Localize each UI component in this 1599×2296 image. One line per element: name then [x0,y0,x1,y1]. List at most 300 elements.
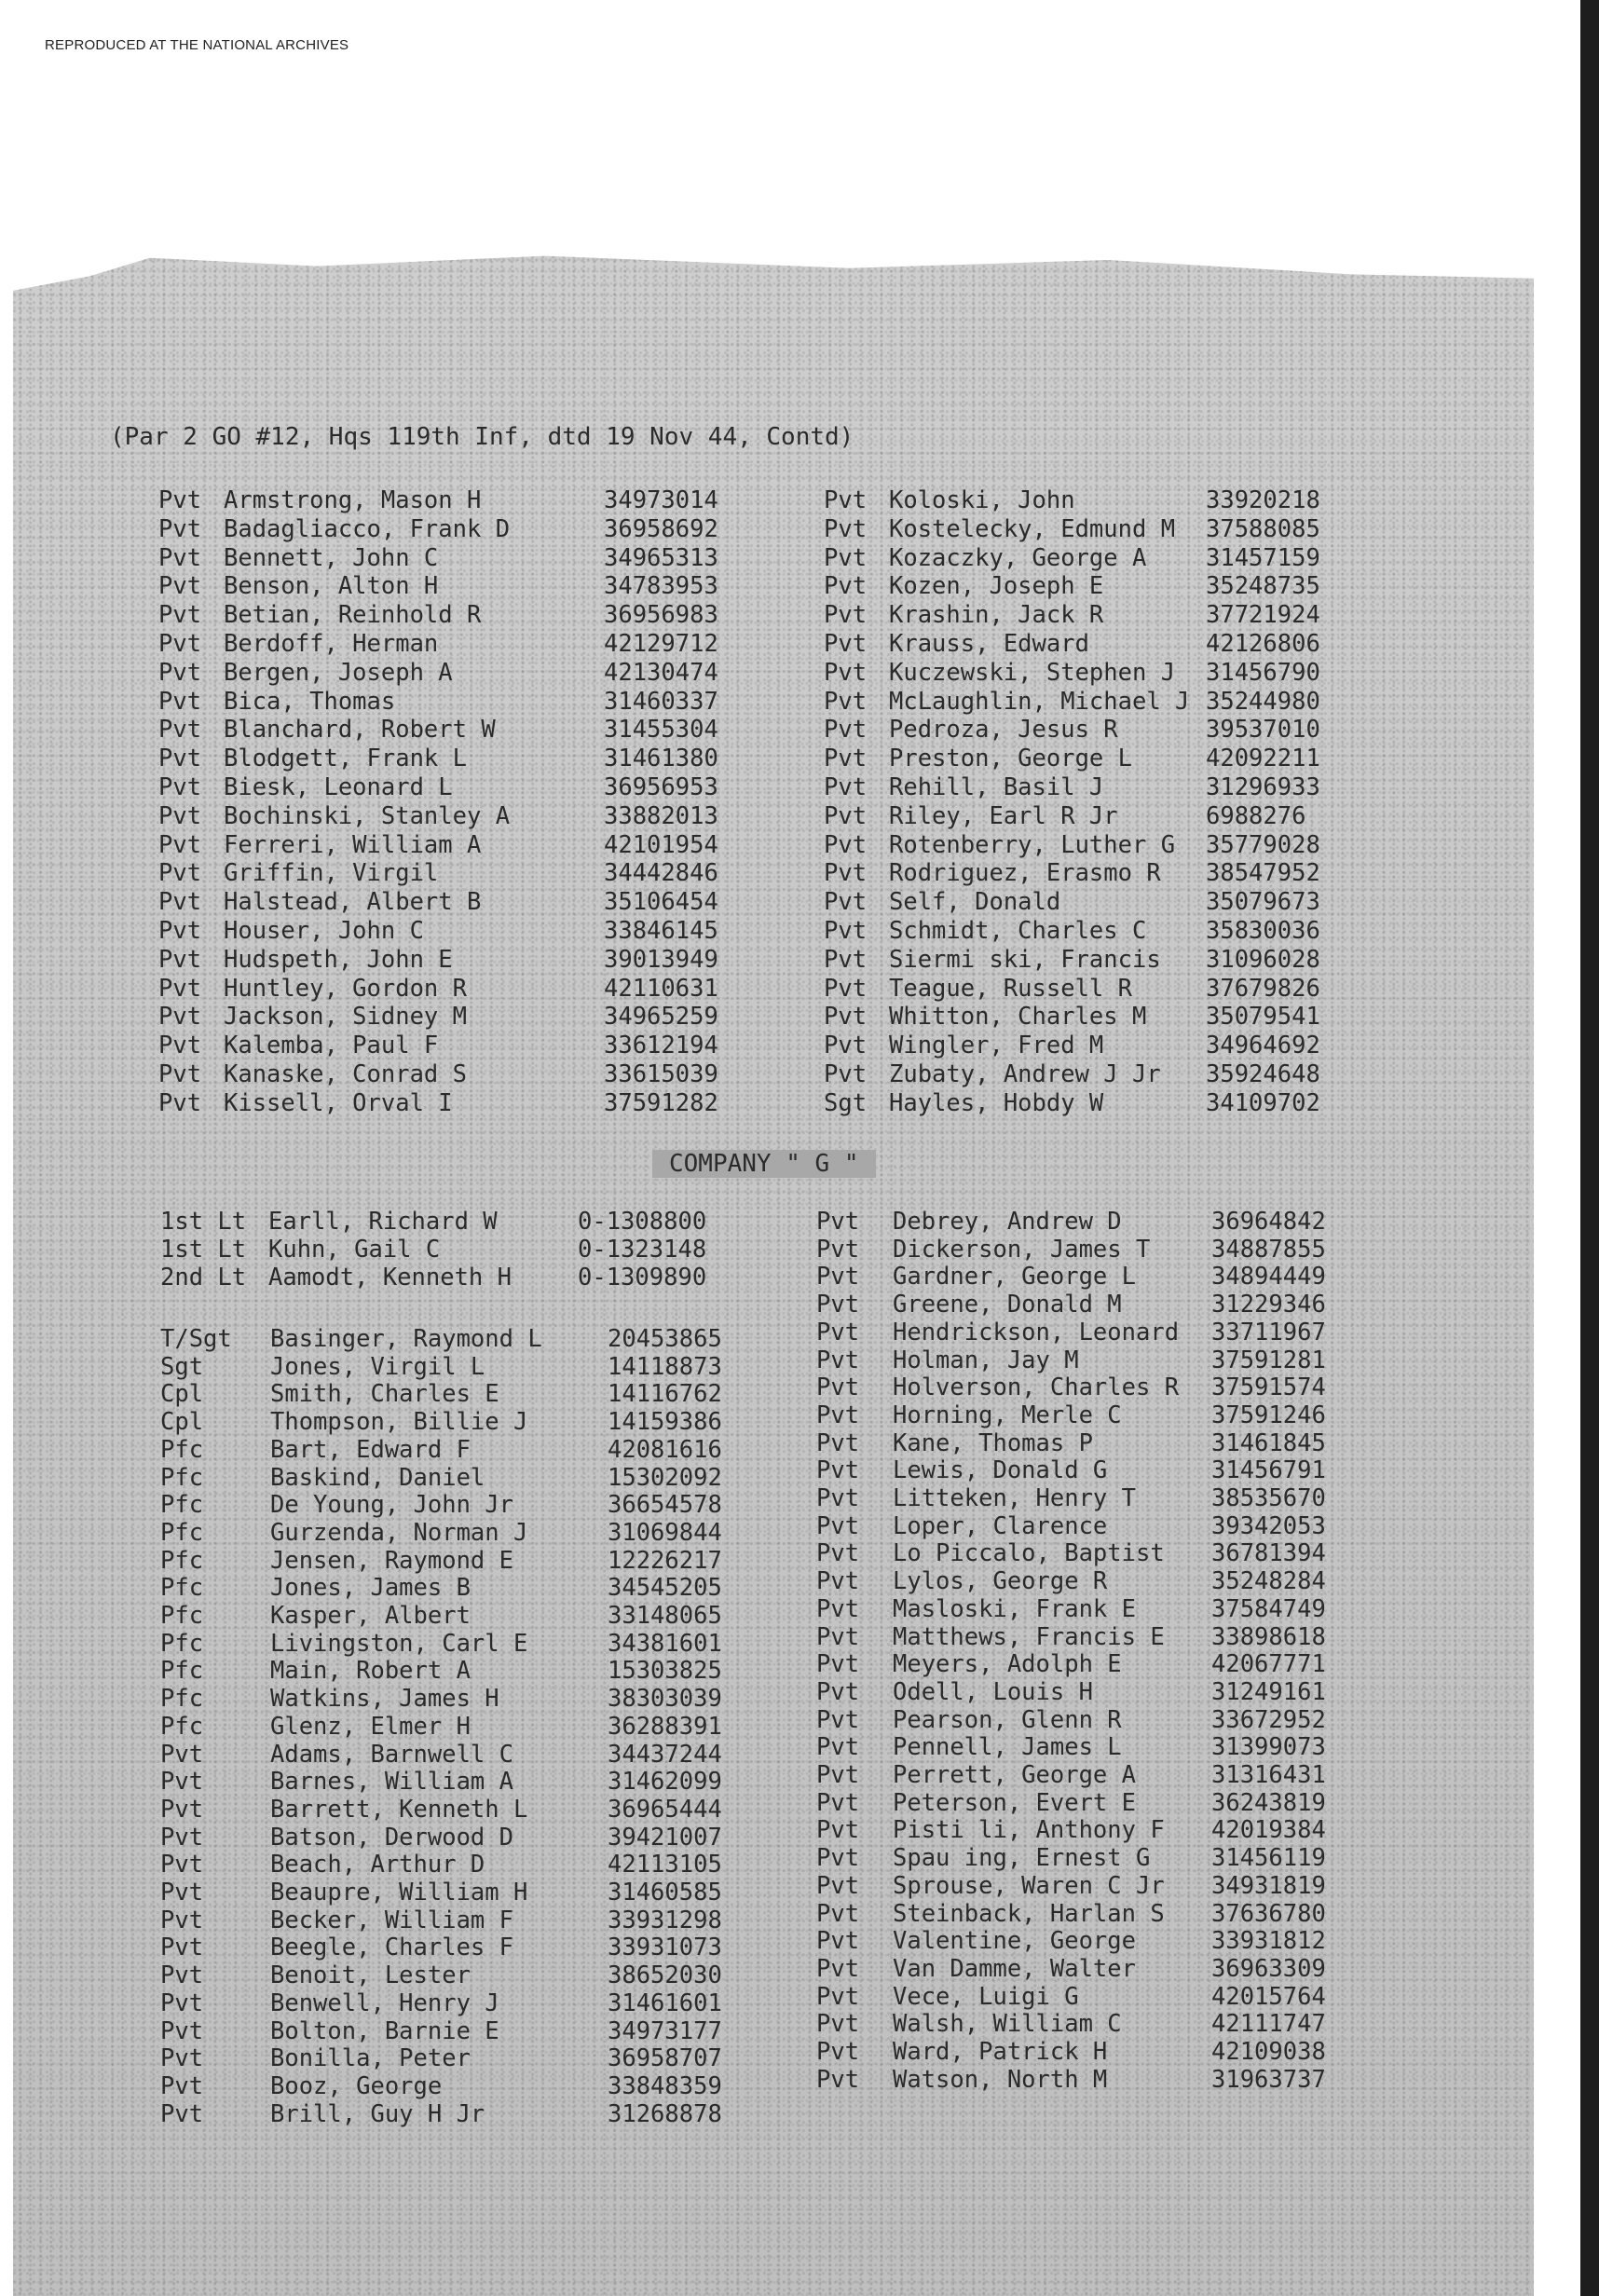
soldier-name: Kuczewski, Stephen J [889,658,1176,687]
serial-number: 34783953 [604,572,718,601]
serial-number: 31229346 [1211,1291,1326,1319]
serial-number: 35779028 [1206,830,1320,859]
rank-text: Pvt [816,1456,860,1485]
serial-number: 31457159 [1206,543,1320,572]
rank-text: Pvt [824,486,868,514]
section2-right-column [816,1208,1347,2139]
archives-stamp: REPRODUCED AT THE NATIONAL ARCHIVES [45,37,349,53]
soldier-name: Blodgett, Frank L [224,745,467,773]
serial-number: 34887855 [1211,1235,1326,1264]
serial-number: 42015764 [1211,1982,1326,2011]
soldier-name: Lylos, George R [893,1567,1108,1596]
soldier-name: Pedroza, Jesus R [889,716,1118,745]
serial-number: 42113105 [608,1851,722,1879]
rank-text: Pvt [816,1954,860,1983]
rank-text: Pvt [160,1906,204,1934]
serial-number: 20453865 [608,1325,722,1353]
soldier-name: Krashin, Jack R [889,601,1104,630]
order-header: (Par 2 GO #12, Hqs 119th Inf, dtd 19 Nov 44, Contd) [110,423,854,451]
soldier-name: Baskind, Daniel [270,1463,485,1492]
rank-text: Sgt [160,1352,204,1381]
serial-number: 33931073 [608,1934,722,1962]
rank-text: Pvt [816,1622,860,1651]
soldier-name: Berdoff, Herman [224,630,439,658]
soldier-name: Sprouse, Waren C Jr [893,1871,1165,1900]
rank-text: Pvt [824,830,868,859]
rank-text: Pvt [816,1539,860,1568]
serial-number: 35244980 [1206,687,1320,716]
soldier-name: Greene, Donald M [893,1291,1122,1319]
rank-text: Pfc [160,1712,204,1741]
soldier-name: Pearson, Glenn R [893,1705,1122,1734]
serial-number: 34965313 [604,543,718,572]
serial-number: 31461380 [604,745,718,773]
soldier-name: Kane, Thomas P [893,1428,1093,1457]
soldier-name: Riley, Earl R Jr [889,801,1118,830]
section2-left-column [160,1325,757,2164]
rank-text: Pvt [816,1677,860,1706]
serial-number: 42130474 [604,658,718,687]
serial-number: 39537010 [1206,716,1320,745]
soldier-name: Krauss, Edward [889,630,1089,658]
soldier-name: Schmidt, Charles C [889,917,1147,945]
soldier-name: Spau ing, Ernest G [893,1844,1151,1873]
serial-number: 37636780 [1211,1899,1326,1928]
serial-number: 38652030 [608,1961,722,1990]
rank-text: Pfc [160,1574,204,1603]
rank-text: Pvt [816,1594,860,1623]
rank-text: Pvt [158,687,202,716]
rank-text: Pvt [824,917,868,945]
soldier-name: Livingston, Carl E [270,1629,528,1658]
rank-text: Pvt [824,888,868,917]
serial-number: 31249161 [1211,1677,1326,1706]
serial-number: 31456790 [1206,658,1320,687]
soldier-name: Perrett, George A [893,1761,1136,1789]
serial-number: 31316431 [1211,1761,1326,1789]
serial-number: 33931298 [608,1906,722,1934]
serial-number: 31096028 [1206,945,1320,974]
soldier-name: Odell, Louis H [893,1677,1093,1706]
rank-text: Pvt [824,1060,868,1088]
serial-number: 31456119 [1211,1844,1326,1873]
soldier-name: Beaupre, William H [270,1879,528,1906]
serial-number: 34437244 [608,1740,722,1769]
serial-number: 0-1308800 [578,1208,707,1236]
soldier-name: Bica, Thomas [224,687,396,716]
rank-text: Pvt [824,974,868,1003]
serial-number: 36956953 [604,773,718,801]
serial-number: 34973177 [608,2016,722,2045]
soldier-name: Lewis, Donald G [893,1456,1108,1485]
serial-number: 38547952 [1206,859,1320,888]
serial-number: 42110631 [604,974,718,1003]
serial-number: 34442846 [604,859,718,888]
serial-number: 39342053 [1211,1511,1326,1540]
rank-text: Pvt [816,1871,860,1900]
soldier-name: Adams, Barnwell C [270,1740,513,1769]
soldier-name: Glenz, Elmer H [270,1712,471,1741]
soldier-name: Earll, Richard W [268,1208,498,1236]
serial-number: 42111747 [1211,2010,1326,2039]
rank-text: T/Sgt [160,1325,232,1353]
rank-text: Pvt [160,1740,204,1769]
serial-number: 14116762 [608,1380,722,1409]
serial-number: 42126806 [1206,630,1320,658]
rank-text: Pvt [824,687,868,716]
rank-text: Pvt [816,1374,860,1402]
serial-number: 36964842 [1211,1208,1326,1236]
soldier-name: De Young, John Jr [270,1491,513,1520]
rank-text: Pvt [816,1484,860,1512]
soldier-name: Holverson, Charles R [893,1374,1180,1402]
rank-text: Pvt [816,1235,860,1264]
serial-number: 34545205 [608,1574,722,1603]
rank-text: Pvt [824,572,868,601]
soldier-name: Debrey, Andrew D [893,1208,1122,1236]
rank-text: 1st Lt [160,1236,247,1264]
rank-text: Pvt [816,1401,860,1429]
serial-number: 14118873 [608,1352,722,1381]
rank-text: Pfc [160,1463,204,1492]
soldier-name: Vece, Luigi G [893,1982,1079,2011]
soldier-name: Gurzenda, Norman J [270,1518,528,1547]
soldier-name: Bonilla, Peter [270,2044,471,2073]
rank-text: Pvt [824,945,868,974]
serial-number: 42101954 [604,830,718,859]
soldier-name: Holman, Jay M [893,1346,1079,1374]
rank-text: Pvt [816,1650,860,1679]
rank-text: 1st Lt [160,1208,247,1236]
soldier-name: Hayles, Hobdy W [889,1088,1104,1117]
soldier-name: Peterson, Evert E [893,1788,1136,1817]
rank-text: Pvt [824,514,868,543]
rank-text: Pvt [158,745,202,773]
rank-text: Sgt [824,1088,868,1117]
serial-number: 36781394 [1211,1539,1326,1568]
soldier-name: Booz, George [270,2071,443,2100]
serial-number: 42109038 [1211,2038,1326,2066]
rank-text: Pvt [158,859,202,888]
serial-number: 36243819 [1211,1788,1326,1817]
soldier-name: Aamodt, Kenneth H [268,1264,512,1292]
rank-text: Pvt [160,1879,204,1906]
serial-number: 35106454 [604,888,718,917]
serial-number: 38303039 [608,1685,722,1714]
serial-number: 42067771 [1211,1650,1326,1679]
soldier-name: Hendrickson, Leonard [893,1318,1180,1346]
rank-text: Pvt [158,486,202,514]
serial-number: 12226217 [608,1546,722,1575]
soldier-name: Biesk, Leonard L [224,773,453,801]
soldier-name: Bolton, Barnie E [270,2016,499,2045]
rank-text: Pfc [160,1685,204,1714]
serial-number: 31963737 [1211,2065,1326,2094]
rank-text: Pfc [160,1435,204,1464]
serial-number: 38535670 [1211,1484,1326,1512]
rank-text: Pvt [816,2010,860,2039]
soldier-name: Van Damme, Walter [893,1954,1136,1983]
rank-text: Pvt [816,1511,860,1540]
rank-text: Pvt [824,1003,868,1032]
rank-text: Pvt [160,2016,204,2045]
rank-text: Pvt [824,658,868,687]
soldier-name: Matthews, Francis E [893,1622,1165,1651]
soldier-name: Batson, Derwood D [270,1823,513,1852]
rank-text: Pvt [160,1934,204,1962]
soldier-name: Teague, Russell R [889,974,1132,1003]
serial-number: 15302092 [608,1463,722,1492]
serial-number: 37679826 [1206,974,1320,1003]
rank-text: Pvt [160,1851,204,1879]
soldier-name: Ferreri, William A [224,830,482,859]
serial-number: 34965259 [604,1003,718,1032]
soldier-name: Benoit, Lester [270,1961,471,1990]
serial-number: 42081616 [608,1435,722,1464]
rank-text: Pvt [158,945,202,974]
soldier-name: Koloski, John [889,486,1075,514]
soldier-name: Bergen, Joseph A [224,658,453,687]
serial-number: 37591246 [1211,1401,1326,1429]
serial-number: 31460585 [608,1879,722,1906]
soldier-name: Pennell, James L [893,1733,1122,1762]
soldier-name: Griffin, Virgil [224,859,439,888]
serial-number: 31455304 [604,716,718,745]
serial-number: 31462099 [608,1768,722,1797]
rank-text: Pvt [158,830,202,859]
rank-text: Pvt [158,801,202,830]
rank-text: Pvt [824,630,868,658]
serial-number: 39421007 [608,1823,722,1852]
soldier-name: Jensen, Raymond E [270,1546,513,1575]
soldier-name: Horning, Merle C [893,1401,1122,1429]
soldier-name: Bart, Edward F [270,1435,471,1464]
serial-number: 31069844 [608,1518,722,1547]
rank-text: Pvt [824,745,868,773]
soldier-name: Armstrong, Mason H [224,486,482,514]
rank-text: Cpl [160,1408,204,1437]
soldier-name: Kissell, Orval I [224,1088,453,1117]
soldier-name: Thompson, Billie J [270,1408,528,1437]
rank-text: Pvt [160,1961,204,1990]
soldier-name: Bennett, John C [224,543,439,572]
soldier-name: Huntley, Gordon R [224,974,467,1003]
serial-number: 36958692 [604,514,718,543]
soldier-name: McLaughlin, Michael J [889,687,1190,716]
serial-number: 36958707 [608,2044,722,2073]
serial-number: 34973014 [604,486,718,514]
serial-number: 33882013 [604,801,718,830]
rank-text: Pvt [816,1705,860,1734]
rank-text: Pvt [816,1346,860,1374]
rank-text: Pvt [158,572,202,601]
rank-text: Pvt [158,1060,202,1088]
soldier-name: Jackson, Sidney M [224,1003,467,1032]
rank-text: 2nd Lt [160,1264,247,1292]
soldier-name: Zubaty, Andrew J Jr [889,1060,1161,1088]
soldier-name: Loper, Clarence [893,1511,1108,1540]
serial-number: 0-1323148 [578,1236,707,1264]
serial-number: 34381601 [608,1629,722,1658]
rank-text: Pvt [158,543,202,572]
rank-text: Pvt [816,2038,860,2066]
serial-number: 37721924 [1206,601,1320,630]
serial-number: 33711967 [1211,1318,1326,1346]
rank-text: Pvt [160,1988,204,2017]
soldier-name: Brill, Guy H Jr [270,2099,485,2128]
serial-number: 37591574 [1211,1374,1326,1402]
rank-text: Pvt [158,1003,202,1032]
soldier-name: Benwell, Henry J [270,1988,499,2017]
rank-text: Pfc [160,1546,204,1575]
serial-number: 31461601 [608,1988,722,2017]
rank-text: Pvt [824,1032,868,1060]
rank-text: Pvt [158,514,202,543]
serial-number: 34109702 [1206,1088,1320,1117]
soldier-name: Main, Robert A [270,1657,471,1686]
soldier-name: Kanaske, Conrad S [224,1060,467,1088]
rank-text: Pvt [158,974,202,1003]
rank-text: Pvt [816,1788,860,1817]
soldier-name: Kalemba, Paul F [224,1032,439,1060]
soldier-name: Kozaczky, George A [889,543,1147,572]
rank-text: Pvt [824,773,868,801]
section1-left-column [158,486,736,1129]
rank-text: Pvt [816,1927,860,1956]
serial-number: 33148065 [608,1602,722,1630]
rank-text: Pfc [160,1518,204,1547]
soldier-name: Barrett, Kenneth L [270,1795,528,1824]
rank-text: Pvt [158,1032,202,1060]
rank-text: Pvt [816,1318,860,1346]
serial-number: 33612194 [604,1032,718,1060]
serial-number: 42019384 [1211,1816,1326,1845]
serial-number: 35830036 [1206,917,1320,945]
soldier-name: Smith, Charles E [270,1380,499,1409]
rank-text: Pvt [160,1795,204,1824]
serial-number: 31461845 [1211,1428,1326,1457]
serial-number: 42092211 [1206,745,1320,773]
rank-text: Pvt [816,1844,860,1873]
rank-text: Pvt [824,859,868,888]
rank-text: Pvt [160,1768,204,1797]
rank-text: Pvt [824,801,868,830]
rank-text: Pvt [816,1816,860,1845]
serial-number: 35248284 [1211,1567,1326,1596]
serial-number: 34894449 [1211,1263,1326,1292]
serial-number: 31268878 [608,2099,722,2128]
soldier-name: Jones, Virgil L [270,1352,485,1381]
soldier-name: Beach, Arthur D [270,1851,485,1879]
rank-text: Pvt [160,2071,204,2100]
soldier-name: Steinback, Harlan S [893,1899,1165,1928]
rank-text: Pvt [816,1428,860,1457]
serial-number: 33848359 [608,2071,722,2100]
soldier-name: Kozen, Joseph E [889,572,1104,601]
serial-number: 36288391 [608,1712,722,1741]
soldier-name: Houser, John C [224,917,424,945]
soldier-name: Self, Donald [889,888,1061,917]
serial-number: 37584749 [1211,1594,1326,1623]
officers-list [160,1208,738,1301]
rank-text: Pvt [158,630,202,658]
soldier-name: Rehill, Basil J [889,773,1104,801]
soldier-name: Masloski, Frank E [893,1594,1136,1623]
serial-number: 15303825 [608,1657,722,1686]
soldier-name: Halstead, Albert B [224,888,482,917]
soldier-name: Whitton, Charles M [889,1003,1147,1032]
rank-text: Pvt [158,888,202,917]
soldier-name: Kasper, Albert [270,1602,471,1630]
rank-text: Pfc [160,1629,204,1658]
rank-text: Pfc [160,1657,204,1686]
soldier-name: Litteken, Henry T [893,1484,1136,1512]
rank-text: Pvt [816,1208,860,1236]
rank-text: Pvt [158,658,202,687]
rank-text: Pvt [824,601,868,630]
serial-number: 36956983 [604,601,718,630]
serial-number: 39013949 [604,945,718,974]
rank-text: Pvt [816,1899,860,1928]
serial-number: 35079673 [1206,888,1320,917]
soldier-name: Rotenberry, Luther G [889,830,1176,859]
serial-number: 33898618 [1211,1622,1326,1651]
rank-text: Pvt [816,1263,860,1292]
serial-number: 31456791 [1211,1456,1326,1485]
soldier-name: Watkins, James H [270,1685,499,1714]
soldier-name: Rodriguez, Erasmo R [889,859,1161,888]
soldier-name: Kuhn, Gail C [268,1236,441,1264]
rank-text: Pvt [158,917,202,945]
serial-number: 35924648 [1206,1060,1320,1088]
soldier-name: Gardner, George L [893,1263,1136,1292]
serial-number: 33846145 [604,917,718,945]
soldier-name: Jones, James B [270,1574,471,1603]
serial-number: 37591281 [1211,1346,1326,1374]
rank-text: Pvt [158,716,202,745]
rank-text: Pvt [160,1823,204,1852]
soldier-name: Valentine, George [893,1927,1136,1956]
serial-number: 37591282 [604,1088,718,1117]
soldier-name: Walsh, William C [893,2010,1122,2039]
soldier-name: Hudspeth, John E [224,945,453,974]
serial-number: 33920218 [1206,486,1320,514]
rank-text: Pvt [158,601,202,630]
serial-number: 31296933 [1206,773,1320,801]
soldier-name: Pisti li, Anthony F [893,1816,1165,1845]
rank-text: Pvt [816,1567,860,1596]
serial-number: 37588085 [1206,514,1320,543]
serial-number: 6988276 [1206,801,1306,830]
soldier-name: Kostelecky, Edmund M [889,514,1176,543]
soldier-name: Benson, Alton H [224,572,439,601]
rank-text: Pvt [824,543,868,572]
serial-number: 35079541 [1206,1003,1320,1032]
serial-number: 34964692 [1206,1032,1320,1060]
soldier-name: Wingler, Fred M [889,1032,1104,1060]
serial-number: 42129712 [604,630,718,658]
serial-number: 33615039 [604,1060,718,1088]
rank-text: Pvt [824,716,868,745]
serial-number: 33931812 [1211,1927,1326,1956]
rank-text: Pvt [158,1088,202,1117]
soldier-name: Basinger, Raymond L [270,1325,542,1353]
soldier-name: Beegle, Charles F [270,1934,513,1962]
serial-number: 34931819 [1211,1871,1326,1900]
serial-number: 31399073 [1211,1733,1326,1762]
soldier-name: Siermi ski, Francis [889,945,1161,974]
rank-text: Pvt [816,1761,860,1789]
